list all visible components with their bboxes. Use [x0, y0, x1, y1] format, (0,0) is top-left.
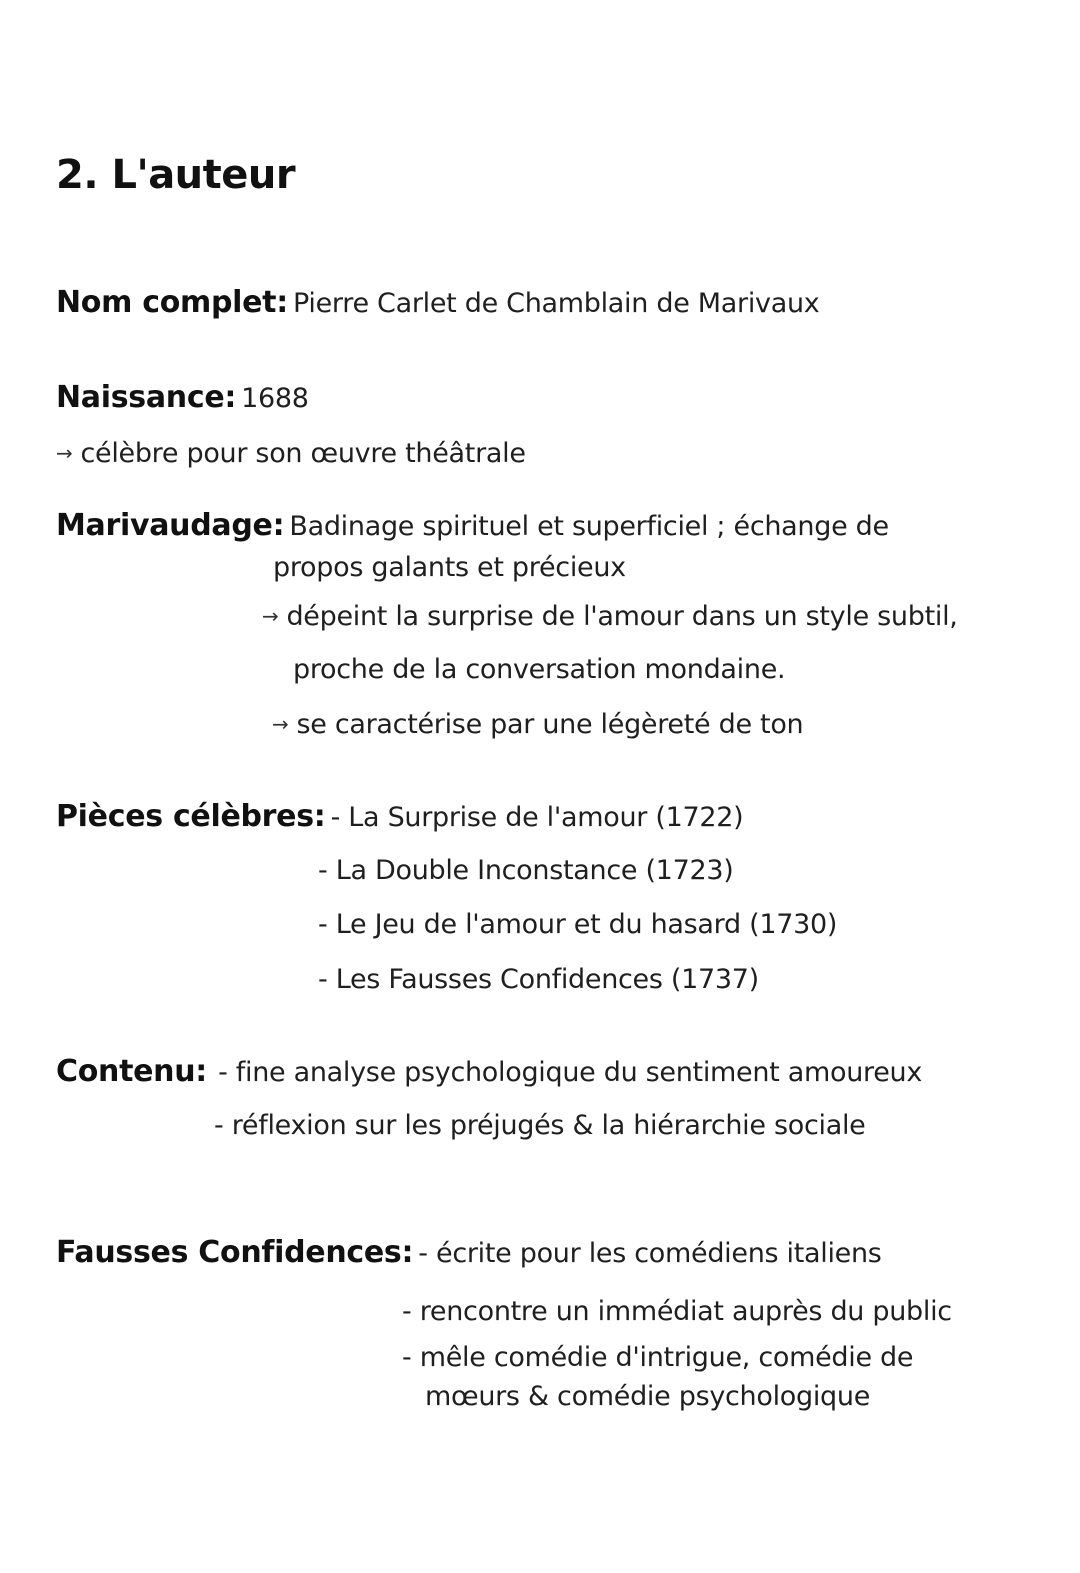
nom-complet-label: Nom complet: — [56, 285, 288, 320]
arrow-right-icon: → — [56, 441, 73, 465]
contenu-label: Contenu: — [56, 1054, 207, 1089]
marivaudage-note2-text: se caractérise par une légèreté de ton — [296, 709, 804, 740]
marivaudage-note1-text: dépeint la surprise de l'amour dans un style subtil, — [286, 601, 958, 632]
marivaudage-line2: propos galants et précieux — [273, 552, 626, 583]
fausses-item-cont: mœurs & comédie psychologique — [425, 1381, 871, 1412]
marivaudage-row — [56, 508, 889, 543]
marivaudage-note2 — [272, 709, 803, 740]
piece-item: - La Surprise de l'amour (1722) — [330, 802, 744, 833]
fausses-item: - écrite pour les comédiens italiens — [418, 1238, 882, 1269]
fausses-row — [56, 1235, 882, 1270]
pieces-label: Pièces célèbres: — [56, 799, 326, 834]
piece-item: - La Double Inconstance (1723) — [318, 855, 734, 886]
naissance-note-text: célèbre pour son œuvre théâtrale — [80, 438, 526, 469]
naissance-note — [56, 438, 526, 469]
piece-item: - Les Fausses Confidences (1737) — [318, 964, 759, 995]
marivaudage-note1-cont: proche de la conversation mondaine. — [293, 654, 786, 685]
contenu-row — [56, 1054, 922, 1089]
naissance-row — [56, 380, 309, 415]
fausses-item: - mêle comédie d'intrigue, comédie de — [402, 1342, 914, 1373]
piece-item: - Le Jeu de l'amour et du hasard (1730) — [318, 909, 838, 940]
contenu-item: - réflexion sur les préjugés & la hiérarchie sociale — [214, 1110, 866, 1141]
contenu-item: - fine analyse psychologique du sentiment amoureux — [218, 1057, 923, 1088]
naissance-label: Naissance: — [56, 380, 237, 415]
arrow-right-icon: → — [272, 712, 289, 736]
page-title: 2. L'auteur — [56, 152, 296, 198]
naissance-value: 1688 — [241, 383, 309, 414]
nom-complet-value: Pierre Carlet de Chamblain de Marivaux — [293, 288, 820, 319]
marivaudage-note1 — [262, 601, 958, 632]
arrow-right-icon: → — [262, 604, 279, 628]
pieces-row — [56, 799, 743, 834]
fausses-label: Fausses Confidences: — [56, 1235, 414, 1270]
nom-complet-row — [56, 285, 819, 320]
marivaudage-line1: Badinage spirituel et superficiel ; échange de — [289, 511, 889, 542]
fausses-item: - rencontre un immédiat auprès du public — [402, 1296, 952, 1327]
marivaudage-label: Marivaudage: — [56, 508, 285, 543]
